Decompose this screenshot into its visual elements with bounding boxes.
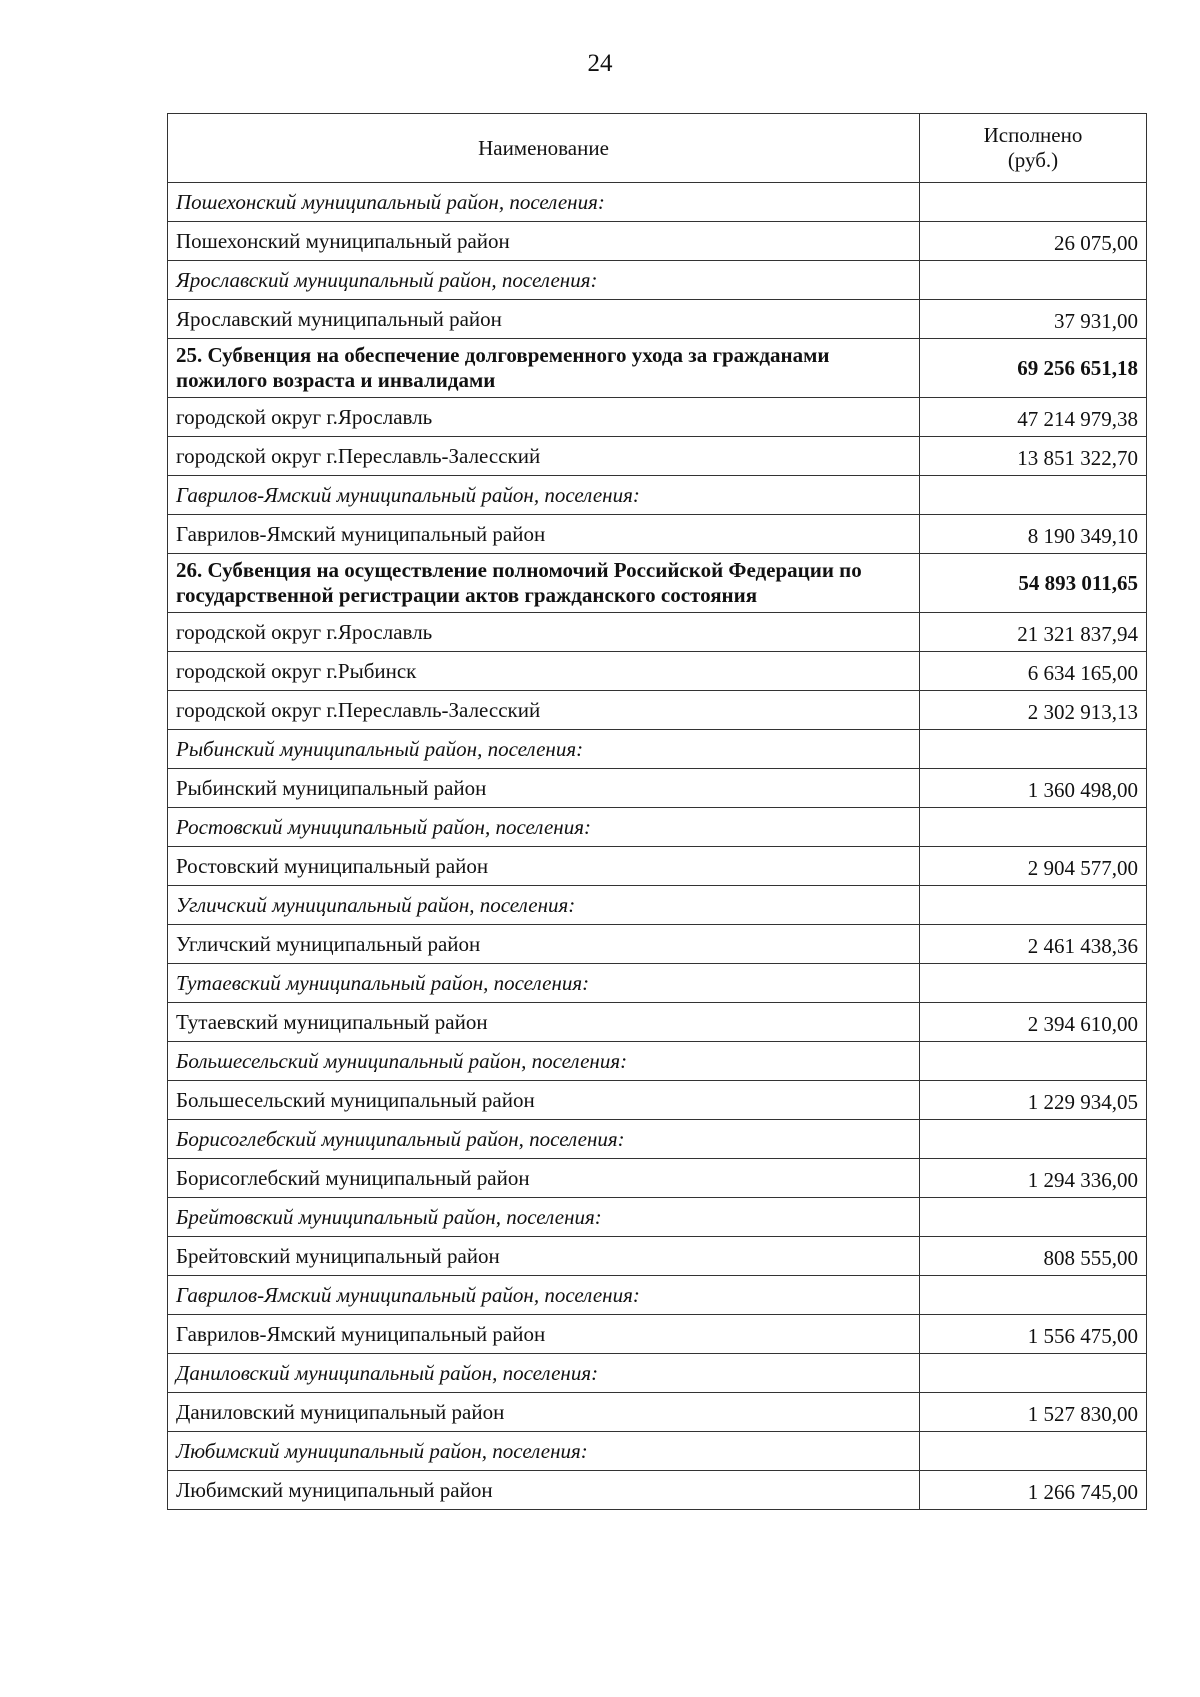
- row-value-cell: 13 851 322,70: [920, 437, 1147, 476]
- row-name-cell: Пошехонский муниципальный район: [168, 222, 920, 261]
- table-row: [168, 515, 1147, 554]
- row-name-cell: Большесельский муниципальный район, поселения:: [168, 1042, 920, 1081]
- row-value-cell: [920, 261, 1147, 300]
- page-number: 24: [587, 50, 613, 77]
- row-name-cell: городской округ г.Ярославль: [168, 398, 920, 437]
- row-name-cell: Угличский муниципальный район, поселения:: [168, 886, 920, 925]
- table-row: [168, 847, 1147, 886]
- table-row: [168, 398, 1147, 437]
- row-name-cell: Тутаевский муниципальный район, поселения:: [168, 964, 920, 1003]
- table-row-group: [168, 886, 1147, 925]
- row-name-cell: 25. Субвенция на обеспечение долговременного ухода за гражданами пожилого возраста и инвалидами: [168, 339, 920, 398]
- row-value-cell: 21 321 837,94: [920, 613, 1147, 652]
- row-value-cell: 8 190 349,10: [920, 515, 1147, 554]
- table-row: [168, 1471, 1147, 1510]
- row-name-cell: Любимский муниципальный район: [168, 1471, 920, 1510]
- row-value-cell: [920, 964, 1147, 1003]
- table-row-total: [168, 339, 1147, 398]
- column-header-value-line2: (руб.): [1007, 148, 1059, 172]
- row-name-cell: Борисоглебский муниципальный район, поселения:: [168, 1120, 920, 1159]
- table-row-group: [168, 1120, 1147, 1159]
- table-row-group: [168, 261, 1147, 300]
- row-value-cell: [920, 1042, 1147, 1081]
- row-name-cell: Ростовский муниципальный район, поселения:: [168, 808, 920, 847]
- budget-table: [167, 113, 1147, 1510]
- table-row: [168, 613, 1147, 652]
- table-row: [168, 925, 1147, 964]
- table-row-group: [168, 1432, 1147, 1471]
- row-name-cell: Гаврилов-Ямский муниципальный район: [168, 515, 920, 554]
- row-value-cell: 1 360 498,00: [920, 769, 1147, 808]
- row-name-cell: 26. Субвенция на осуществление полномочий Российской Федерации по государственной регистрации актов гражданского состояния: [168, 554, 920, 613]
- row-value-cell: [920, 730, 1147, 769]
- row-name-cell: Даниловский муниципальный район, поселения:: [168, 1354, 920, 1393]
- row-name-cell: городской округ г.Переславль-Залесский: [168, 691, 920, 730]
- row-value-cell: [920, 1432, 1147, 1471]
- table-row: [168, 300, 1147, 339]
- row-name-cell: Брейтовский муниципальный район, поселения:: [168, 1198, 920, 1237]
- table-row-group: [168, 730, 1147, 769]
- row-value-cell: [920, 1354, 1147, 1393]
- row-value-cell: 2 394 610,00: [920, 1003, 1147, 1042]
- row-name-cell: Ростовский муниципальный район: [168, 847, 920, 886]
- row-value-cell: 69 256 651,18: [920, 339, 1147, 398]
- row-value-cell: [920, 1198, 1147, 1237]
- row-value-cell: 26 075,00: [920, 222, 1147, 261]
- table-row-group: [168, 476, 1147, 515]
- row-name-cell: Большесельский муниципальный район: [168, 1081, 920, 1120]
- table-body: [168, 183, 1147, 1510]
- row-value-cell: [920, 808, 1147, 847]
- row-name-cell: Ярославский муниципальный район, поселения:: [168, 261, 920, 300]
- row-value-cell: [920, 476, 1147, 515]
- table-row: [168, 691, 1147, 730]
- table-row-group: [168, 1276, 1147, 1315]
- row-value-cell: 1 229 934,05: [920, 1081, 1147, 1120]
- row-value-cell: 2 302 913,13: [920, 691, 1147, 730]
- column-header-value: [920, 114, 1147, 183]
- row-name-cell: Даниловский муниципальный район: [168, 1393, 920, 1432]
- row-name-cell: городской округ г.Переславль-Залесский: [168, 437, 920, 476]
- table-row: [168, 769, 1147, 808]
- table-row: [168, 437, 1147, 476]
- row-name-cell: Рыбинский муниципальный район, поселения:: [168, 730, 920, 769]
- row-value-cell: [920, 886, 1147, 925]
- row-name-cell: Гаврилов-Ямский муниципальный район, поселения:: [168, 1276, 920, 1315]
- table-row-group: [168, 1042, 1147, 1081]
- table-row: [168, 1237, 1147, 1276]
- row-value-cell: 808 555,00: [920, 1237, 1147, 1276]
- column-header-name: Наименование: [168, 114, 920, 183]
- row-name-cell: Любимский муниципальный район, поселения:: [168, 1432, 920, 1471]
- table-row: [168, 652, 1147, 691]
- row-value-cell: 2 461 438,36: [920, 925, 1147, 964]
- table-row-group: [168, 183, 1147, 222]
- row-value-cell: 37 931,00: [920, 300, 1147, 339]
- row-name-cell: городской округ г.Ярославль: [168, 613, 920, 652]
- row-value-cell: 6 634 165,00: [920, 652, 1147, 691]
- row-value-cell: [920, 1120, 1147, 1159]
- table-row-total: [168, 554, 1147, 613]
- table-row: [168, 222, 1147, 261]
- row-name-cell: городской округ г.Рыбинск: [168, 652, 920, 691]
- column-header-value-line1: Исполнено: [983, 123, 1083, 147]
- row-name-cell: Ярославский муниципальный район: [168, 300, 920, 339]
- row-name-cell: Угличский муниципальный район: [168, 925, 920, 964]
- row-name-cell: Пошехонский муниципальный район, поселения:: [168, 183, 920, 222]
- row-value-cell: 47 214 979,38: [920, 398, 1147, 437]
- row-value-cell: 54 893 011,65: [920, 554, 1147, 613]
- row-value-cell: 1 556 475,00: [920, 1315, 1147, 1354]
- table-row: [168, 1393, 1147, 1432]
- row-name-cell: Рыбинский муниципальный район: [168, 769, 920, 808]
- row-value-cell: [920, 1276, 1147, 1315]
- row-value-cell: 2 904 577,00: [920, 847, 1147, 886]
- table-row-group: [168, 1354, 1147, 1393]
- row-name-cell: Тутаевский муниципальный район: [168, 1003, 920, 1042]
- row-name-cell: Брейтовский муниципальный район: [168, 1237, 920, 1276]
- row-name-cell: Борисоглебский муниципальный район: [168, 1159, 920, 1198]
- table-row-group: [168, 1198, 1147, 1237]
- table-row: [168, 1315, 1147, 1354]
- row-value-cell: [920, 183, 1147, 222]
- table-row-group: [168, 964, 1147, 1003]
- row-value-cell: 1 527 830,00: [920, 1393, 1147, 1432]
- row-value-cell: 1 294 336,00: [920, 1159, 1147, 1198]
- table-row: [168, 1159, 1147, 1198]
- table-header: [168, 114, 1147, 183]
- row-name-cell: Гаврилов-Ямский муниципальный район, поселения:: [168, 476, 920, 515]
- table-row: [168, 1081, 1147, 1120]
- table-row-group: [168, 808, 1147, 847]
- row-value-cell: 1 266 745,00: [920, 1471, 1147, 1510]
- table-row: [168, 1003, 1147, 1042]
- row-name-cell: Гаврилов-Ямский муниципальный район: [168, 1315, 920, 1354]
